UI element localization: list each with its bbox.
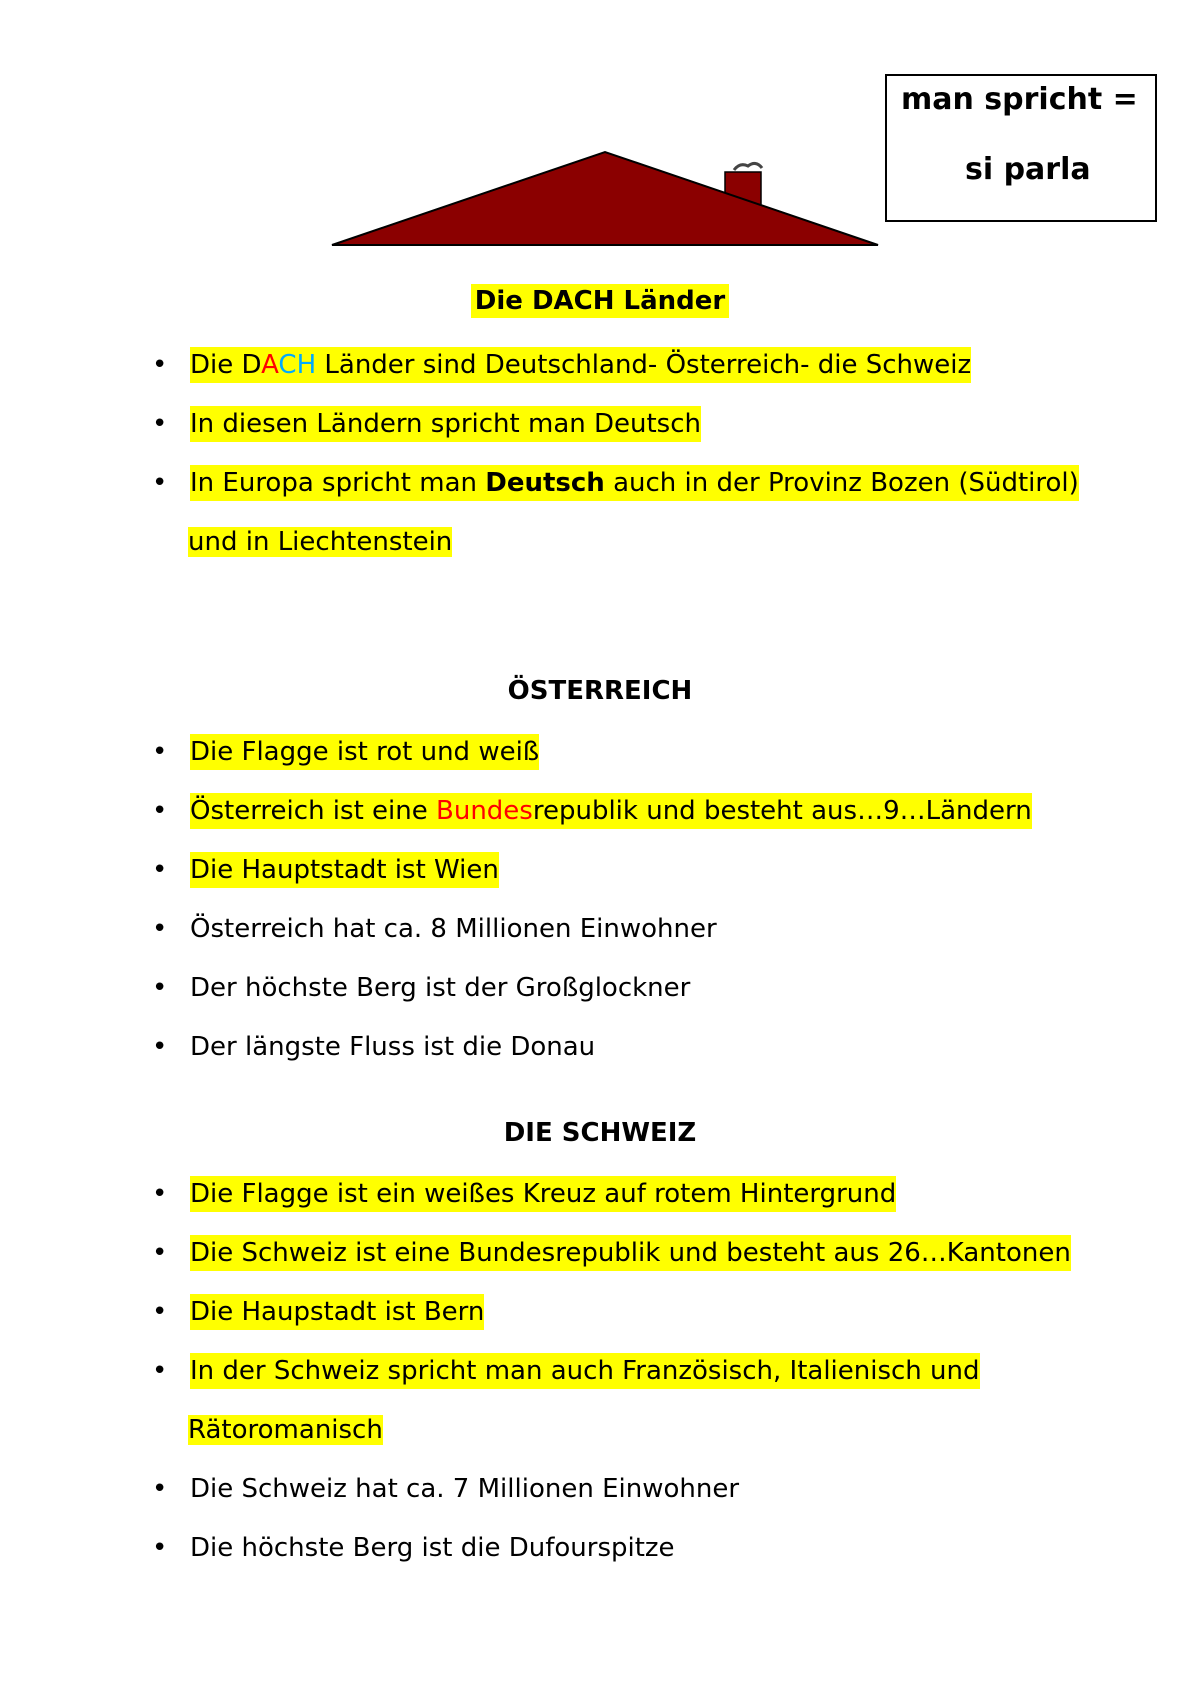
list-item <box>150 793 1032 829</box>
list-item <box>150 1530 675 1566</box>
bullet: • <box>152 468 168 498</box>
list-item <box>150 734 539 770</box>
dach-heading: Die DACH Länder <box>0 283 1200 319</box>
bullet: • <box>152 1474 168 1504</box>
translation-note-box <box>885 74 1157 222</box>
item-continuation: Rätoromanisch <box>188 1415 383 1445</box>
list-item <box>150 852 499 888</box>
item-text: Die Flagge ist ein weißes Kreuz auf rotem Hintergrund <box>190 1176 896 1212</box>
item-text: Die DACH Länder sind Deutschland- Österreich- die Schweiz <box>190 347 971 383</box>
item-text: Die Schweiz ist eine Bundesrepublik und besteht aus 26…Kantonen <box>190 1235 1071 1271</box>
list-item <box>150 1471 739 1507</box>
oesterreich-heading: ÖSTERREICH <box>507 676 693 706</box>
list-item <box>150 347 971 383</box>
list-item <box>150 465 1079 501</box>
item-text: Die Schweiz hat ca. 7 Millionen Einwohner <box>190 1474 740 1504</box>
bullet: • <box>152 1238 168 1268</box>
item-text: Österreich ist eine Bundesrepublik und besteht aus…9…Ländern <box>190 793 1032 829</box>
bullet: • <box>152 1297 168 1327</box>
item-text: In der Schweiz spricht man auch Französisch, Italienisch und <box>190 1353 980 1389</box>
item-text: In Europa spricht man Deutsch auch in der Provinz Bozen (Südtirol) <box>190 465 1079 501</box>
item-text: Die Flagge ist rot und weiß <box>190 734 539 770</box>
item-text: Die Hauptstadt ist Wien <box>190 852 499 888</box>
bullet: • <box>152 914 168 944</box>
list-item <box>150 1029 595 1065</box>
roof-illustration <box>330 145 880 250</box>
bullet: • <box>152 409 168 439</box>
bullet: • <box>152 796 168 826</box>
roof-shape <box>332 152 878 245</box>
bullet: • <box>152 1032 168 1062</box>
schweiz-heading: DIE SCHWEIZ <box>503 1118 697 1148</box>
item-text: Der höchste Berg ist der Großglockner <box>190 973 691 1003</box>
list-item <box>150 406 701 442</box>
note-german: man spricht = <box>901 82 1138 117</box>
item-text: In diesen Ländern spricht man Deutsch <box>190 406 701 442</box>
bullet: • <box>152 855 168 885</box>
bullet: • <box>152 1533 168 1563</box>
bullet: • <box>152 737 168 767</box>
note-italian: si parla <box>965 152 1091 187</box>
bullet: • <box>152 1179 168 1209</box>
item-text: Die höchste Berg ist die Dufourspitze <box>190 1533 675 1563</box>
list-item <box>150 970 690 1006</box>
item-text: Österreich hat ca. 8 Millionen Einwohner <box>190 914 717 944</box>
item-text: Die Haupstadt ist Bern <box>190 1294 484 1330</box>
item-text: Der längste Fluss ist die Donau <box>190 1032 596 1062</box>
smoke <box>734 163 762 170</box>
bullet: • <box>152 973 168 1003</box>
bullet: • <box>152 1356 168 1386</box>
list-item <box>150 1294 484 1330</box>
item-continuation: und in Liechtenstein <box>188 527 453 557</box>
list-item <box>150 1353 980 1389</box>
list-item <box>150 911 717 947</box>
list-item <box>150 1176 896 1212</box>
list-item <box>150 1235 1071 1271</box>
bullet: • <box>152 350 168 380</box>
